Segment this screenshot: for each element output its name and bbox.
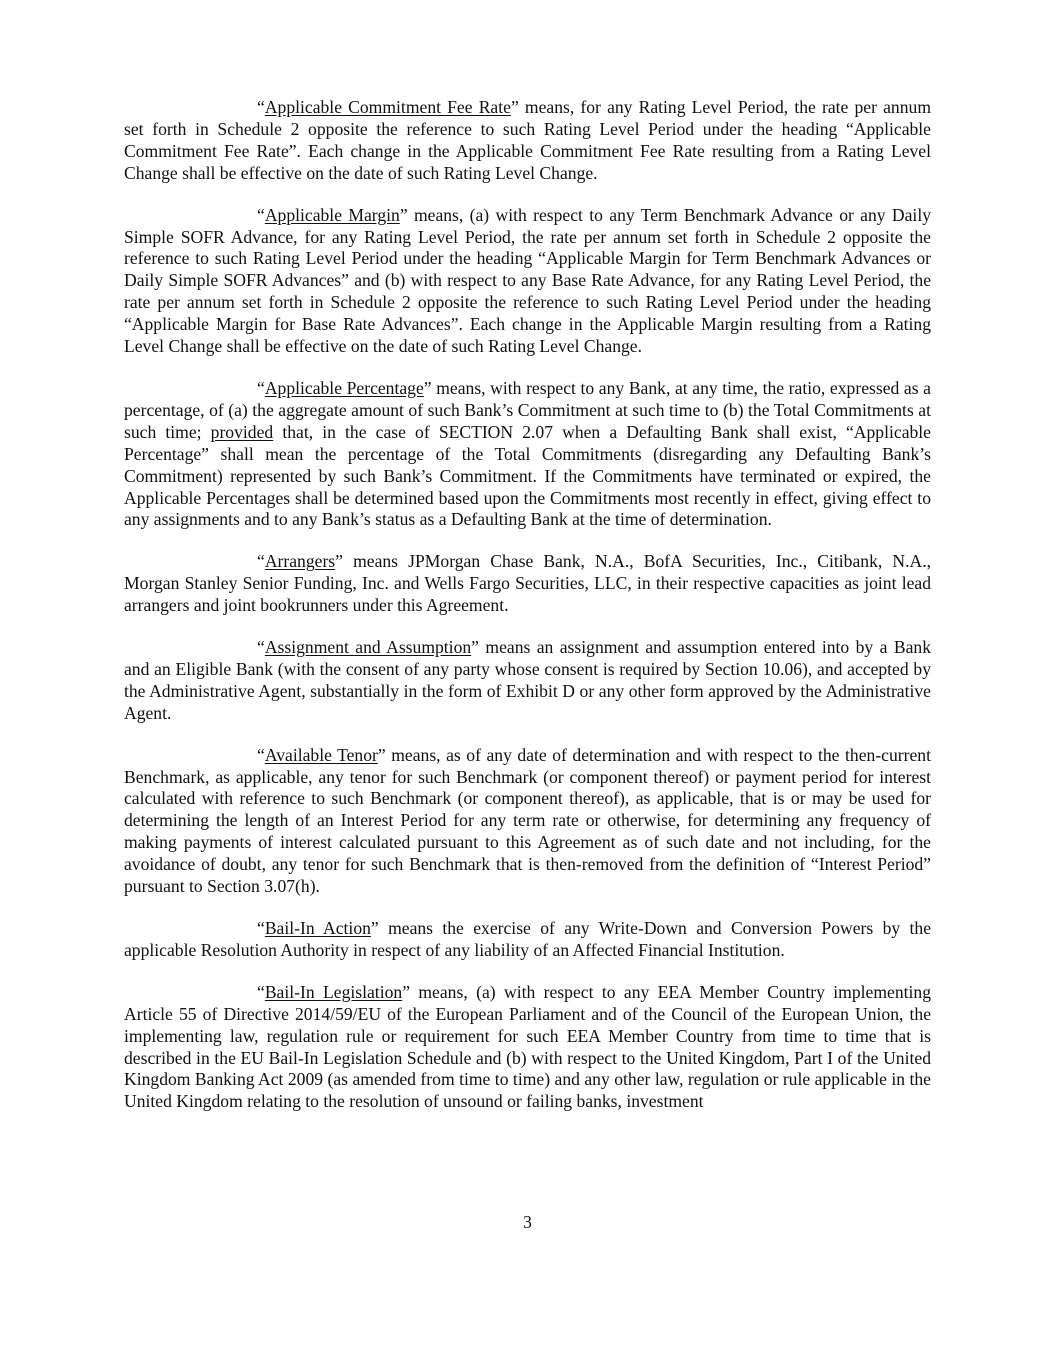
definition-applicable-margin: “Applicable Margin” means, (a) with respect to any Term Benchmark Advance or any Daily Simple SOFR Advance, for any Rating Level Period, the rate per annum set forth in Schedule 2 opposite the reference to such Rating Level Period under the heading “Applicable Margin for Term Benchmark Advances or Daily Simple SOFR Advances” and (b) with respect to any Base Rate Advance, for any Rating Level Period, the rate per annum set forth in Schedule 2 opposite the reference to such Rating Level Period under the heading “Applicable Margin for Base Rate Advances”. Each change in the Applicable Margin resulting from a Rating Level Change shall be effective on the date of such Rating Level Change. (124, 204, 931, 357)
defined-term: Assignment and Assumption (264, 637, 472, 658)
definition-arrangers: “Arrangers” means JPMorgan Chase Bank, N.A., BofA Securities, Inc., Citibank, N.A., Morgan Stanley Senior Funding, Inc. and Wells Fargo Securities, LLC, in their respective capacities as joint lead arrangers and joint bookrunners under this Agreement. (124, 551, 931, 616)
provided-emphasis: provided (210, 421, 274, 442)
definition-applicable-commitment-fee-rate: “Applicable Commitment Fee Rate” means, for any Rating Level Period, the rate per annum set forth in Schedule 2 opposite the reference to such Rating Level Period under the heading “Applicable Commitment Fee Rate”. Each change in the Applicable Commitment Fee Rate resulting from a Rating Level Change shall be effective on the date of such Rating Level Change. (124, 97, 932, 183)
defined-term: Arrangers (264, 551, 336, 572)
defined-term: Applicable Margin (264, 204, 400, 225)
defined-term: Available Tenor (264, 744, 378, 765)
definition-text: ” means, with respect to any Bank, at any time, the ratio, expressed as a percentage, of (a) the aggregate amount of such Bank’s Commitment at such time to (b) the Total Commitments at such time; (124, 377, 931, 442)
definition-text: ” means JPMorgan Chase Bank, N.A., BofA Securities, Inc., Citibank, N.A., Morgan Stanley Senior Funding, Inc. and Wells Fargo Securities, LLC, in their respective capacities as joint lead arrangers and joint bookrunners under this Agreement. (124, 551, 931, 616)
definition-text: ” means, (a) with respect to any Term Benchmark Advance or any Daily Simple SOFR Advance, for any Rating Level Period, the rate per annum set forth in Schedule 2 opposite the reference to such Rating Level Period under the heading “Applicable Margin for Term Benchmark Advances or Daily Simple SOFR Advances” and (b) with respect to any Base Rate Advance, for any Rating Level Period, the rate per annum set forth in Schedule 2 opposite the reference to such Rating Level Period under the heading “Applicable Margin for Base Rate Advances”. Each change in the Applicable Margin resulting from a Rating Level Change shall be effective on the date of such Rating Level Change. (124, 204, 931, 357)
definition-applicable-percentage: “Applicable Percentage” means, with respect to any Bank, at any time, the ratio, expressed as a percentage, of (a) the aggregate amount of such Bank’s Commitment at such time to (b) the Total Commitments at such time; provided that, in the case of SECTION 2.07 when a Defaulting Bank shall exist, “Applicable Percentage” shall mean the percentage of the Total Commitments (disregarding any Defaulting Bank’s Commitment) represented by such Bank’s Commitment. If the Commitments have terminated or expired, the Applicable Percentages shall be determined based upon the Commitments most recently in effect, giving effect to any assignments and to any Bank’s status as a Defaulting Bank at the time of determination. (124, 377, 931, 530)
definition-assignment-and-assumption: “Assignment and Assumption” means an assignment and assumption entered into by a Bank and an Eligible Bank (with the consent of any party whose consent is required by Section 10.06), and accepted by the Administrative Agent, substantially in the form of Exhibit D or any other form approved by the Administrative Agent. (124, 637, 931, 723)
defined-term: Bail-In Legislation (264, 981, 403, 1002)
definition-available-tenor: “Available Tenor” means, as of any date of determination and with respect to the then-current Benchmark, as applicable, any tenor for such Benchmark (or component thereof) or payment period for interest calculated with reference to such Benchmark (or component thereof), as applicable, that is or may be used for determining the length of an Interest Period for any term rate or otherwise, for determining any frequency of making payments of interest calculated pursuant to this Agreement as of such date and not including, for the avoidance of doubt, any tenor for such Benchmark that is then-removed from the definition of “Interest Period” pursuant to Section 3.07(h). (124, 744, 931, 897)
definition-bail-in-action: “Bail-In Action” means the exercise of any Write-Down and Conversion Powers by the applicable Resolution Authority in respect of any liability of an Affected Financial Institution. (124, 918, 931, 960)
definition-text: ” means, as of any date of determination and with respect to the then-current Benchmark, as applicable, any tenor for such Benchmark (or component thereof) or payment period for interest calculated with reference to such Benchmark (or component thereof), as applicable, that is or may be used for determining the length of an Interest Period for any term rate or otherwise, for determining any frequency of making payments of interest calculated pursuant to this Agreement as of such date and not including, for the avoidance of doubt, any tenor for such Benchmark that is then-removed from the definition of “Interest Period” pursuant to Section 3.07(h). (124, 744, 931, 897)
defined-term: Applicable Commitment Fee Rate (264, 97, 511, 117)
definition-text: ” means an assignment and assumption entered into by a Bank and an Eligible Bank (with the consent of any party whose consent is required by Section 10.06), and accepted by the Administrative Agent, substantially in the form of Exhibit D or any other form approved by the Administrative Agent. (124, 637, 931, 723)
definition-text: ” means the exercise of any Write-Down and Conversion Powers by the applicable Resolution Authority in respect of any liability of an Affected Financial Institution. (124, 918, 931, 960)
definition-text: ” means, for any Rating Level Period, the rate per annum set forth in Schedule 2 opposite the reference to such Rating Level Period under the heading “Applicable Commitment Fee Rate”. Each change in the Applicable Commitment Fee Rate resulting from a Rating Level Change shall be effective on the date of such Rating Level Change. (124, 97, 932, 183)
page-number: 3 (523, 1212, 532, 1232)
definition-text-continued: that, in the case of SECTION 2.07 when a Defaulting Bank shall exist, “Applicable Percentage” shall mean the percentage of the Total Commitments (disregarding any Defaulting Bank’s Commitment) represented by such Bank’s Commitment. If the Commitments have terminated or expired, the Applicable Percentages shall be determined based upon the Commitments most recently in effect, giving effect to any assignments and to any Bank’s status as a Defaulting Bank at the time of determination. (124, 421, 931, 530)
document-body (124, 97, 931, 1133)
defined-term: Bail-In Action (264, 918, 371, 938)
definition-bail-in-legislation: “Bail-In Legislation” means, (a) with respect to any EEA Member Country implementing Article 55 of Directive 2014/59/EU of the European Parliament and of the Council of the European Union, the implementing law, regulation rule or requirement for such EEA Member Country from time to time that is described in the EU Bail-In Legislation Schedule and (b) with respect to the United Kingdom, Part I of the United Kingdom Banking Act 2009 (as amended from time to time) and any other law, regulation or rule applicable in the United Kingdom relating to the resolution of unsound or failing banks, investment (124, 981, 932, 1112)
defined-term: Applicable Percentage (264, 377, 424, 398)
definition-text: ” means, (a) with respect to any EEA Member Country implementing Article 55 of Directive 2014/59/EU of the European Parliament and of the Council of the European Union, the implementing law, regulation rule or requirement for such EEA Member Country from time to time that is described in the EU Bail-In Legislation Schedule and (b) with respect to the United Kingdom, Part I of the United Kingdom Banking Act 2009 (as amended from time to time) and any other law, regulation or rule applicable in the United Kingdom relating to the resolution of unsound or failing banks, investment (124, 981, 932, 1112)
